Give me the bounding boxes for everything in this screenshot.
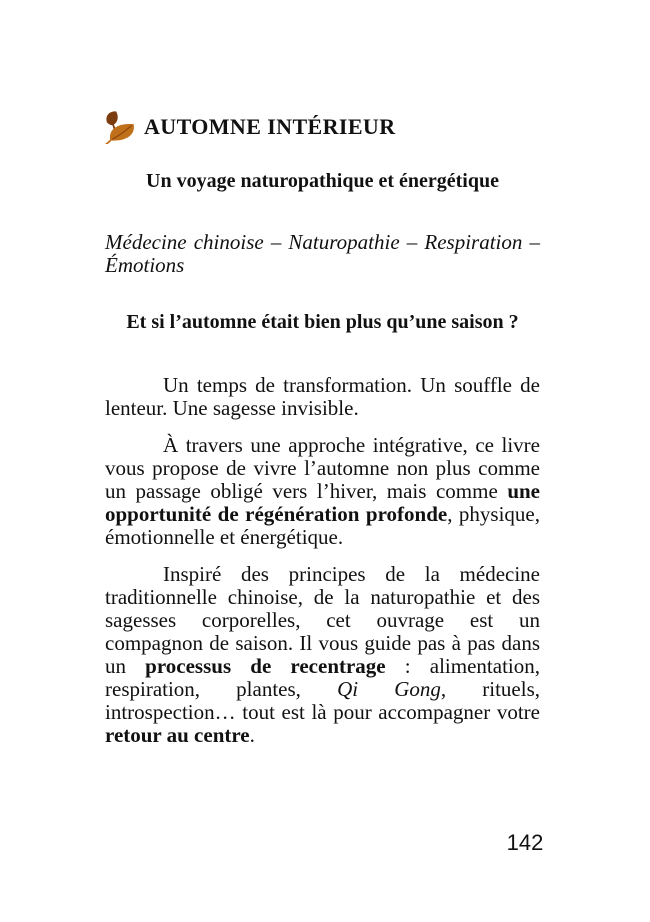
page-title: AUTOMNE INTÉRIEUR xyxy=(144,113,396,139)
text-segment: . xyxy=(249,723,255,747)
body-paragraphs xyxy=(105,374,540,761)
paragraph xyxy=(105,374,540,420)
text-segment: Un temps de transformation. Un souffle de lenteur. Une sagesse invisible. xyxy=(105,373,540,420)
text-segment: Inspiré des principes de la médecine traditionnelle chinoise, de la naturopathie et des sagesses corporelles, cet ouvrage est un compagnon de saison. Il vous guide pas à pas dans un xyxy=(105,562,540,678)
text-segment: , rituels, introspection… tout est là pour accompagner votre xyxy=(105,677,540,724)
question-heading: Et si l’automne était bien plus qu’une saison ? xyxy=(126,311,519,333)
paragraph xyxy=(105,563,540,747)
text-segment: À travers une approche intégrative, ce livre vous propose de vivre l’automne non plus comme un passage obligé vers l’hiver, mais comme xyxy=(105,433,540,503)
text-segment: : alimentation, respiration, plantes, xyxy=(105,654,540,701)
text-segment: retour au centre xyxy=(105,723,250,747)
text-segment: , physique, émotionnelle et énergétique. xyxy=(105,502,541,549)
fallen-leaves-icon xyxy=(103,109,137,144)
text-segment: une opportunité de régénération profonde xyxy=(105,479,540,526)
subtitle: Un voyage naturopathique et énergétique xyxy=(146,170,499,192)
text-segment: Qi Gong xyxy=(337,677,441,701)
keywords-line: Médecine chinoise – Naturopathie – Respiration – Émotions xyxy=(105,230,540,277)
paragraph xyxy=(105,434,540,549)
chapter-heading xyxy=(103,109,396,144)
text-segment: processus de recentrage xyxy=(145,654,386,678)
page-number: 142 xyxy=(506,830,544,855)
